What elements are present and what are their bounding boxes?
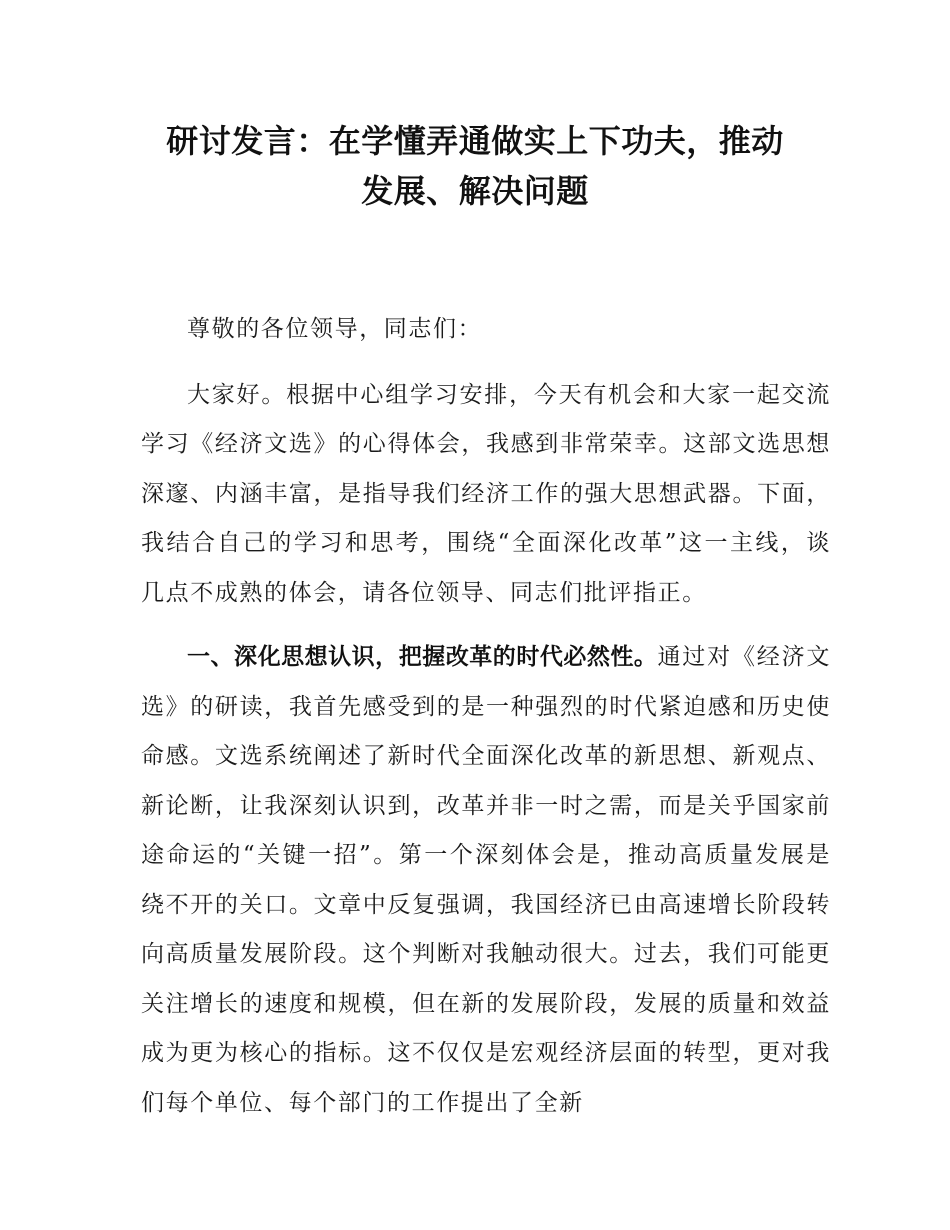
title-line-2: 发展、解决问题 — [361, 172, 589, 210]
document-title — [100, 116, 850, 216]
intro-paragraph: 大家好。根据中心组学习安排，今天有机会和大家一起交流学习《经济文选》的心得体会，我感到非常荣幸。这部文选思想深邃、内涵丰富，是指导我们经济工作的强大思想武器。下面，我结合自己的学习和思考，围绕“全面深化改革”这一主线，谈几点不成熟的体会，请各位领导、同志们批评指正。 — [141, 381, 831, 606]
section-1-heading: 一、深化思想认识，把握改革的时代必然性。 — [187, 644, 658, 670]
document-body — [141, 305, 831, 1143]
section-1-paragraph — [141, 633, 831, 1128]
section-1-text: 通过对《经济文选》的研读，我首先感受到的是一种强烈的时代紧迫感和历史使命感。文选系统阐述了新时代全面深化改革的新思想、新观点、新论断，让我深刻认识到，改革并非一时之需，而是关乎国家前途命运的“关键一招”。第一个深刻体会是，推动高质量发展是绕不开的关口。文章中反复强调，我国经济已由高速增长阶段转向高质量发展阶段。这个判断对我触动很大。过去，我们可能更关注增长的速度和规模，但在新的发展阶段，发展的质量和效益成为更为核心的指标。这不仅仅是宏观经济层面的转型，更对我们每个单位、每个部门的工作提出了全新 — [141, 644, 832, 1116]
salutation-paragraph: 尊敬的各位领导，同志们： — [187, 316, 483, 342]
title-line-1: 研讨发言：在学懂弄通做实上下功夫，推动 — [166, 122, 784, 160]
